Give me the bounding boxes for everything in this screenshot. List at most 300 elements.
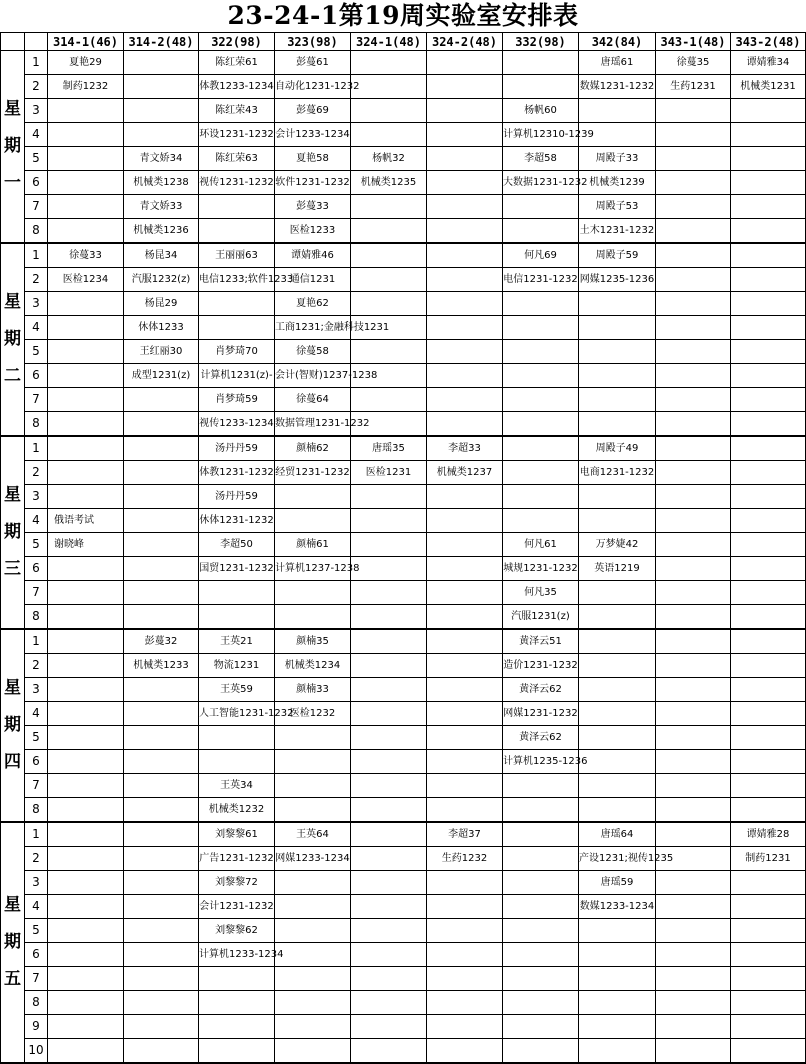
cell-text: 电商1231-1232 bbox=[579, 467, 655, 478]
schedule-cell bbox=[427, 943, 503, 967]
schedule-cell bbox=[579, 340, 656, 364]
schedule-cell bbox=[275, 364, 378, 388]
period-number: 6 bbox=[25, 750, 48, 774]
schedule-cell bbox=[503, 871, 579, 895]
cell-text: 环设1231-1232 bbox=[199, 129, 274, 140]
schedule-cell bbox=[124, 436, 199, 461]
period-number: 5 bbox=[25, 147, 48, 171]
schedule-cell bbox=[275, 581, 351, 605]
schedule-cell bbox=[351, 943, 427, 967]
schedule-cell bbox=[731, 1039, 806, 1064]
period-number: 5 bbox=[25, 340, 48, 364]
schedule-cell bbox=[656, 533, 731, 557]
room-header: 343-1(48) bbox=[656, 33, 731, 51]
schedule-cell bbox=[124, 364, 199, 388]
schedule-cell bbox=[124, 629, 199, 654]
cell-text: 机械类1232 bbox=[208, 804, 265, 815]
schedule-cell bbox=[124, 123, 199, 147]
schedule-cell bbox=[275, 605, 351, 630]
period-number: 8 bbox=[25, 798, 48, 823]
schedule-cell bbox=[275, 943, 351, 967]
schedule-cell bbox=[199, 316, 275, 340]
cell-text: 数据管理1231-1232 bbox=[275, 418, 370, 429]
schedule-cell bbox=[579, 243, 656, 268]
cell-text: 计算机1233-1234 bbox=[199, 949, 284, 960]
period-number: 8 bbox=[25, 605, 48, 630]
cell-text: 夏艳58 bbox=[296, 153, 329, 164]
cell-text: 李超37 bbox=[448, 829, 481, 840]
schedule-cell bbox=[427, 99, 503, 123]
schedule-cell bbox=[731, 75, 806, 99]
schedule-cell bbox=[427, 629, 503, 654]
schedule-cell bbox=[351, 195, 427, 219]
period-number: 2 bbox=[25, 75, 48, 99]
schedule-cell bbox=[351, 219, 427, 244]
schedule-cell bbox=[427, 822, 503, 847]
schedule-cell bbox=[579, 219, 656, 244]
schedule-cell bbox=[427, 195, 503, 219]
corner-cell bbox=[1, 33, 25, 51]
schedule-cell bbox=[124, 243, 199, 268]
cell-text: 黄泽云51 bbox=[519, 636, 562, 647]
period-number: 7 bbox=[25, 581, 48, 605]
schedule-cell bbox=[503, 268, 579, 292]
schedule-cell bbox=[579, 678, 656, 702]
cell-text: 唐瑶64 bbox=[600, 829, 634, 840]
cell-text: 电信1231-1232 bbox=[503, 274, 578, 285]
cell-text: 夏艳62 bbox=[296, 298, 329, 309]
schedule-cell bbox=[124, 485, 199, 509]
schedule-row bbox=[1, 726, 806, 750]
schedule-row bbox=[1, 943, 806, 967]
schedule-cell bbox=[503, 557, 579, 581]
schedule-cell bbox=[731, 412, 806, 437]
cell-text: 机械类1234 bbox=[284, 660, 341, 671]
schedule-cell bbox=[579, 822, 656, 847]
schedule-cell bbox=[427, 509, 503, 533]
cell-text: 陈红荣43 bbox=[215, 105, 258, 116]
cell-text: 计算机1235-1236 bbox=[503, 756, 588, 767]
schedule-cell bbox=[199, 1015, 275, 1039]
schedule-cell bbox=[656, 485, 731, 509]
period-number: 3 bbox=[25, 99, 48, 123]
schedule-cell bbox=[503, 581, 579, 605]
schedule-cell bbox=[124, 702, 199, 726]
schedule-cell bbox=[351, 798, 427, 823]
schedule-cell bbox=[503, 629, 579, 654]
schedule-row bbox=[1, 268, 806, 292]
schedule-cell bbox=[427, 557, 503, 581]
schedule-cell bbox=[199, 292, 275, 316]
schedule-cell bbox=[656, 967, 731, 991]
schedule-cell bbox=[124, 219, 199, 244]
schedule-cell bbox=[48, 75, 124, 99]
schedule-cell bbox=[48, 292, 124, 316]
cell-text: 颜楠33 bbox=[296, 684, 329, 695]
schedule-cell bbox=[275, 195, 351, 219]
schedule-cell bbox=[731, 822, 806, 847]
cell-text: 周殿子49 bbox=[595, 443, 639, 454]
schedule-cell bbox=[351, 822, 427, 847]
schedule-cell bbox=[503, 292, 579, 316]
cell-text: 医检1231 bbox=[365, 467, 412, 478]
cell-text: 计算机1237-1238 bbox=[275, 563, 360, 574]
schedule-cell bbox=[579, 967, 656, 991]
cell-text: 经贸1231-1232 bbox=[275, 467, 350, 478]
schedule-cell bbox=[503, 364, 579, 388]
schedule-cell bbox=[427, 871, 503, 895]
schedule-cell bbox=[124, 919, 199, 943]
cell-text: 体教1233-1234 bbox=[199, 81, 274, 92]
schedule-cell bbox=[503, 798, 579, 823]
room-header: 314-2(48) bbox=[124, 33, 199, 51]
schedule-cell bbox=[731, 171, 806, 195]
schedule-cell bbox=[503, 243, 579, 268]
schedule-cell bbox=[351, 605, 427, 630]
cell-text: 黄泽云62 bbox=[519, 684, 562, 695]
room-header: 314-1(46) bbox=[48, 33, 124, 51]
cell-text: 机械类1233 bbox=[133, 660, 189, 671]
schedule-cell bbox=[503, 485, 579, 509]
schedule-cell bbox=[656, 509, 731, 533]
schedule-cell bbox=[351, 1039, 427, 1064]
schedule-cell bbox=[351, 895, 427, 919]
schedule-cell bbox=[48, 847, 124, 871]
schedule-cell bbox=[731, 219, 806, 244]
schedule-cell bbox=[124, 871, 199, 895]
schedule-cell bbox=[503, 678, 579, 702]
schedule-cell bbox=[199, 1039, 275, 1064]
schedule-cell bbox=[124, 340, 199, 364]
schedule-cell bbox=[656, 629, 731, 654]
schedule-cell bbox=[199, 485, 275, 509]
schedule-cell bbox=[579, 292, 656, 316]
schedule-row bbox=[1, 557, 806, 581]
schedule-title: 23-24-1第19周实验室安排表 bbox=[227, 1, 579, 30]
schedule-cell bbox=[427, 219, 503, 244]
schedule-cell bbox=[124, 461, 199, 485]
schedule-cell bbox=[503, 509, 579, 533]
schedule-cell bbox=[351, 533, 427, 557]
schedule-cell bbox=[579, 75, 656, 99]
schedule-cell bbox=[503, 943, 579, 967]
cell-text: 周殿子53 bbox=[595, 201, 639, 212]
schedule-cell bbox=[199, 871, 275, 895]
schedule-cell bbox=[503, 412, 579, 437]
header-row bbox=[1, 33, 806, 51]
schedule-cell bbox=[351, 171, 427, 195]
schedule-cell bbox=[656, 726, 731, 750]
schedule-cell bbox=[351, 99, 427, 123]
corner-cell bbox=[25, 33, 48, 51]
schedule-cell bbox=[579, 436, 656, 461]
schedule-cell bbox=[427, 991, 503, 1015]
schedule-cell bbox=[199, 654, 275, 678]
schedule-cell bbox=[351, 774, 427, 798]
period-number: 6 bbox=[25, 943, 48, 967]
schedule-cell bbox=[503, 702, 579, 726]
schedule-cell bbox=[124, 557, 199, 581]
schedule-cell bbox=[275, 243, 351, 268]
cell-text: 网媒1233-1234 bbox=[275, 853, 350, 864]
schedule-cell bbox=[427, 1015, 503, 1039]
schedule-cell bbox=[351, 678, 427, 702]
cell-text: 唐瑶35 bbox=[372, 443, 405, 454]
schedule-cell bbox=[48, 967, 124, 991]
schedule-cell bbox=[579, 412, 656, 437]
day-label: 星期四 bbox=[1, 629, 25, 822]
schedule-cell bbox=[48, 195, 124, 219]
schedule-cell bbox=[48, 412, 124, 437]
schedule-cell bbox=[731, 364, 806, 388]
schedule-cell bbox=[124, 847, 199, 871]
schedule-cell bbox=[351, 557, 427, 581]
schedule-cell bbox=[351, 75, 427, 99]
period-number: 1 bbox=[25, 51, 48, 75]
cell-text: 俄语考试 bbox=[54, 515, 94, 526]
schedule-cell bbox=[427, 292, 503, 316]
schedule-cell bbox=[199, 726, 275, 750]
period-number: 1 bbox=[25, 243, 48, 268]
schedule-cell bbox=[579, 750, 656, 774]
schedule-cell bbox=[275, 147, 351, 171]
cell-text: 广告1231-1232 bbox=[199, 853, 274, 864]
schedule-cell bbox=[124, 1015, 199, 1039]
schedule-cell bbox=[275, 316, 390, 340]
schedule-cell bbox=[48, 268, 124, 292]
schedule-cell bbox=[124, 147, 199, 171]
schedule-cell bbox=[427, 268, 503, 292]
cell-text: 汽服1232(z) bbox=[131, 274, 191, 285]
schedule-cell bbox=[427, 147, 503, 171]
schedule-cell bbox=[656, 581, 731, 605]
cell-text: 汽服1231(z) bbox=[511, 611, 570, 622]
schedule-cell bbox=[275, 292, 351, 316]
schedule-cell bbox=[199, 171, 275, 195]
schedule-body bbox=[1, 51, 806, 1064]
schedule-cell bbox=[656, 219, 731, 244]
schedule-cell bbox=[656, 147, 731, 171]
schedule-cell bbox=[275, 654, 351, 678]
cell-text: 自动化1231-1232 bbox=[275, 81, 360, 92]
schedule-cell bbox=[275, 509, 351, 533]
schedule-cell bbox=[427, 316, 503, 340]
schedule-cell bbox=[48, 774, 124, 798]
cell-text: 网媒1235-1236 bbox=[579, 274, 655, 285]
schedule-cell bbox=[579, 871, 656, 895]
schedule-cell bbox=[656, 702, 731, 726]
schedule-cell bbox=[503, 99, 579, 123]
cell-text: 网媒1231-1232 bbox=[503, 708, 578, 719]
cell-text: 谭婧雅28 bbox=[746, 829, 790, 840]
schedule-cell bbox=[351, 871, 427, 895]
cell-text: 杨帆60 bbox=[524, 105, 557, 116]
schedule-cell bbox=[48, 147, 124, 171]
schedule-cell bbox=[579, 605, 656, 630]
schedule-cell bbox=[48, 219, 124, 244]
schedule-cell bbox=[656, 943, 731, 967]
schedule-cell bbox=[124, 292, 199, 316]
cell-text: 谢晓峰 bbox=[54, 539, 84, 550]
schedule-cell bbox=[656, 292, 731, 316]
room-header: 343-2(48) bbox=[731, 33, 806, 51]
schedule-cell bbox=[199, 412, 275, 437]
period-number: 2 bbox=[25, 461, 48, 485]
cell-text: 造价1231-1232 bbox=[503, 660, 578, 671]
period-number: 4 bbox=[25, 895, 48, 919]
schedule-cell bbox=[199, 340, 275, 364]
schedule-cell bbox=[656, 364, 731, 388]
room-header: 324-2(48) bbox=[427, 33, 503, 51]
schedule-cell bbox=[579, 268, 656, 292]
schedule-row bbox=[1, 147, 806, 171]
schedule-cell bbox=[731, 750, 806, 774]
schedule-cell bbox=[579, 388, 656, 412]
schedule-cell bbox=[124, 798, 199, 823]
schedule-cell bbox=[275, 75, 360, 99]
schedule-cell bbox=[579, 557, 656, 581]
schedule-cell bbox=[579, 654, 656, 678]
schedule-cell bbox=[656, 1015, 731, 1039]
cell-text: 计算机12310-1239 bbox=[503, 129, 594, 140]
cell-text: 徐蔓35 bbox=[676, 57, 710, 68]
schedule-cell bbox=[48, 822, 124, 847]
cell-text: 机械类1235 bbox=[360, 177, 417, 188]
schedule-cell bbox=[275, 436, 351, 461]
period-number: 10 bbox=[25, 1039, 48, 1064]
schedule-cell bbox=[48, 581, 124, 605]
schedule-cell bbox=[48, 726, 124, 750]
schedule-cell bbox=[731, 99, 806, 123]
period-number: 1 bbox=[25, 629, 48, 654]
cell-text: 李超33 bbox=[448, 443, 481, 454]
schedule-cell bbox=[275, 919, 351, 943]
schedule-cell bbox=[48, 557, 124, 581]
schedule-row bbox=[1, 847, 806, 871]
cell-text: 谭婧雅34 bbox=[746, 57, 790, 68]
schedule-cell bbox=[656, 195, 731, 219]
schedule-row bbox=[1, 967, 806, 991]
schedule-cell bbox=[199, 629, 275, 654]
schedule-cell bbox=[275, 388, 351, 412]
cell-text: 汤丹丹59 bbox=[215, 443, 258, 454]
cell-text: 徐蔓33 bbox=[69, 250, 102, 261]
cell-text: 工商1231;金融科技1231 bbox=[275, 322, 390, 333]
schedule-cell bbox=[731, 316, 806, 340]
schedule-cell bbox=[275, 533, 351, 557]
schedule-row bbox=[1, 750, 806, 774]
cell-text: 王丽丽63 bbox=[215, 250, 258, 261]
schedule-cell bbox=[503, 605, 579, 630]
cell-text: 黄泽云62 bbox=[519, 732, 562, 743]
schedule-cell bbox=[731, 461, 806, 485]
period-number: 7 bbox=[25, 195, 48, 219]
schedule-cell bbox=[275, 461, 351, 485]
schedule-cell bbox=[124, 943, 199, 967]
schedule-cell bbox=[124, 388, 199, 412]
schedule-cell bbox=[48, 678, 124, 702]
schedule-cell bbox=[656, 171, 731, 195]
schedule-cell bbox=[731, 195, 806, 219]
schedule-cell bbox=[275, 123, 351, 147]
schedule-cell bbox=[351, 581, 427, 605]
day-label: 星期一 bbox=[1, 51, 25, 244]
schedule-cell bbox=[427, 461, 503, 485]
schedule-cell bbox=[275, 871, 351, 895]
schedule-cell bbox=[579, 774, 656, 798]
schedule-cell bbox=[579, 726, 656, 750]
schedule-cell bbox=[579, 943, 656, 967]
room-header: 332(98) bbox=[503, 33, 579, 51]
cell-text: 休体1233 bbox=[138, 322, 184, 333]
schedule-cell bbox=[503, 340, 579, 364]
cell-text: 大数据1231-1232 bbox=[503, 177, 588, 188]
schedule-cell bbox=[579, 798, 656, 823]
period-number: 2 bbox=[25, 847, 48, 871]
schedule-cell bbox=[503, 316, 579, 340]
schedule-cell bbox=[48, 750, 124, 774]
schedule-cell bbox=[731, 702, 806, 726]
schedule-cell bbox=[48, 243, 124, 268]
schedule-cell bbox=[427, 798, 503, 823]
cell-text: 徐蔓58 bbox=[296, 346, 329, 357]
schedule-row bbox=[1, 678, 806, 702]
schedule-cell bbox=[275, 991, 351, 1015]
cell-text: 青文娇33 bbox=[139, 201, 183, 212]
schedule-cell bbox=[579, 171, 656, 195]
cell-text: 陈红荣63 bbox=[215, 153, 258, 164]
schedule-cell bbox=[48, 436, 124, 461]
cell-text: 体教1231-1232 bbox=[199, 467, 274, 478]
schedule-cell bbox=[731, 509, 806, 533]
day-label: 星期二 bbox=[1, 243, 25, 436]
schedule-cell bbox=[124, 581, 199, 605]
cell-text: 杨昆29 bbox=[144, 298, 178, 309]
schedule-row bbox=[1, 605, 806, 630]
schedule-cell bbox=[731, 847, 806, 871]
schedule-cell bbox=[124, 750, 199, 774]
schedule-row bbox=[1, 243, 806, 268]
schedule-cell bbox=[731, 292, 806, 316]
schedule-cell bbox=[48, 171, 124, 195]
cell-text: 周殿子59 bbox=[595, 250, 639, 261]
schedule-row bbox=[1, 75, 806, 99]
room-header: 323(98) bbox=[275, 33, 351, 51]
schedule-cell bbox=[656, 243, 731, 268]
schedule-cell bbox=[579, 581, 656, 605]
schedule-cell bbox=[427, 340, 503, 364]
schedule-cell bbox=[503, 991, 579, 1015]
schedule-cell bbox=[731, 340, 806, 364]
schedule-cell bbox=[579, 895, 656, 919]
schedule-row bbox=[1, 774, 806, 798]
cell-text: 李超58 bbox=[524, 153, 557, 164]
cell-text: 王红丽30 bbox=[139, 346, 183, 357]
schedule-cell bbox=[199, 195, 275, 219]
schedule-cell bbox=[731, 147, 806, 171]
cell-text: 城规1231-1232 bbox=[503, 563, 578, 574]
schedule-cell bbox=[427, 654, 503, 678]
schedule-row bbox=[1, 798, 806, 823]
schedule-row bbox=[1, 702, 806, 726]
schedule-cell bbox=[731, 798, 806, 823]
schedule-cell bbox=[656, 678, 731, 702]
schedule-cell bbox=[427, 750, 503, 774]
schedule-cell bbox=[579, 316, 656, 340]
schedule-cell bbox=[199, 147, 275, 171]
period-number: 8 bbox=[25, 219, 48, 244]
cell-text: 生药1231 bbox=[670, 81, 716, 92]
